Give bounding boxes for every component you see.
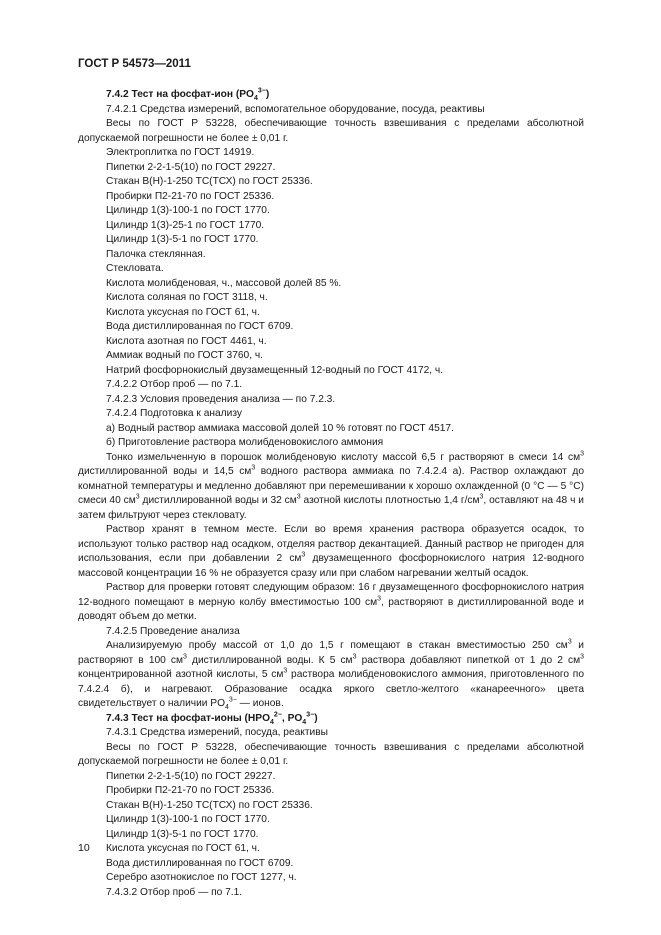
list-item: Серебро азотнокислое по ГОСТ 1277, ч.: [106, 872, 297, 883]
list-item: Цилиндр 1(3)-5-1 по ГОСТ 1770.: [106, 234, 259, 245]
list-item: Палочка стеклянная.: [106, 248, 206, 260]
scales-paragraph: Весы по ГОСТ Р 53228, обеспечивающие точность взвешивания с пределами абсолютной допускаемой погрешности не более ± 0,01 г.: [78, 741, 584, 767]
list-item: 7.4.2.4 Подготовка к анализу: [106, 408, 242, 419]
list-item: Пробирки П2-21-70 по ГОСТ 25336.: [106, 785, 275, 796]
section-7-4-2-title: 7.4.2 Тест на фосфат-ион $(PO_4^{3-})$: [106, 87, 270, 103]
list-item: б) Приготовление раствора молибденовокислого аммония: [106, 437, 384, 448]
subsection-7-4-2-5: 7.4.2.5 Проведение анализа: [106, 625, 240, 637]
list-item: Стекловата.: [106, 263, 164, 274]
list-item: Цилиндр 1(3)-25-1 по ГОСТ 1770.: [106, 219, 265, 231]
list-item: Цилиндр 1(3)-100-1 по ГОСТ 1770.: [106, 205, 270, 216]
list-item: Вода дистиллированная по ГОСТ 6709.: [106, 321, 294, 332]
list-item: Стакан В(Н)-1-250 ТС(ТСХ) по ГОСТ 25336.: [106, 799, 313, 811]
list-item: Цилиндр 1(3)-5-1 по ГОСТ 1770.: [106, 828, 259, 840]
list-item: Кислота азотная по ГОСТ 4461, ч.: [106, 335, 267, 347]
list-item: Натрий фосфорнокислый двузамещенный 12-водный по ГОСТ 4172, ч.: [106, 364, 444, 376]
list-item: 7.4.2.2 Отбор проб — по 7.1.: [106, 379, 243, 390]
list-item: Вода дистиллированная по ГОСТ 6709.: [106, 857, 294, 869]
list-item: 7.4.3.2 Отбор проб — по 7.1.: [106, 886, 243, 898]
list-item: Цилиндр 1(3)-100-1 по ГОСТ 1770.: [106, 814, 270, 825]
list-item: Кислота соляная по ГОСТ 3118, ч.: [106, 292, 268, 303]
list-item: Кислота молибденовая, ч., массовой долей 85 %.: [106, 277, 342, 289]
check-solution-paragraph: Раствор для проверки готовят следующим образом: 16 г двузамещенного фосфорнокислого натрия 12-водного помещают в мерную колбу вместимостью 100 $см^3$, растворяют в дистиллированной воде и доводят объем до метки.: [78, 582, 584, 622]
subsection-7-4-3-1: 7.4.3.1 Средства измерений, посуда, реактивы: [106, 727, 328, 738]
document-header: ГОСТ Р 54573—2011: [78, 58, 191, 70]
list-item: Стакан В(Н)-1-250 ТС(ТСХ) по ГОСТ 25336.: [106, 176, 313, 187]
subsection-7-4-2-1: 7.4.2.1 Средства измерений, вспомогательное оборудование, посуда, реактивы: [106, 103, 485, 115]
list-item: Аммиак водный по ГОСТ 3760, ч.: [106, 350, 264, 361]
storage-paragraph: Раствор хранят в темном месте. Если во время хранения раствора образуется осадок, то используют только раствор над осадком, отделяя раствор декантацией. Данный раствор не пригоден для использования, если при добавлении 2 $см^3$ двузамещенного фосфорнокислого натрия 12-водного массовой концентрации 16 % не образуется сразу или при слабом нагревании желтый осадок.: [78, 524, 584, 579]
list-item: Кислота уксусная по ГОСТ 61, ч.: [106, 843, 260, 854]
analysis-paragraph: Анализируемую пробу массой от 1,0 до 1,5 г помещают в стакан вместимостью 250 $см^3$ и растворяют в 100 $см^3$ дистиллированной воды. К 5 $см^3$ раствора добавляют пипеткой от 1 до 2 $см^3$ концентрированной азотной кислоты, 5 $см^3$ раствора молибденовокислого аммония, приготовленного по 7.4.2.4 б), и нагревают. Образование осадка яркого светло-желтого «канареечного» цвета свидетельствует о наличии $PO_4^{3-}$ — ионов.: [78, 638, 584, 712]
document-body: [78, 88, 584, 900]
list-item: 7.4.2.3 Условия проведения анализа — по 7.2.3.: [106, 393, 336, 405]
list-item: Кислота уксусная по ГОСТ 61, ч.: [106, 306, 260, 318]
list-item: Электроплитка по ГОСТ 14919.: [106, 147, 255, 158]
list-item: Пипетки 2-2-1-5(10) по ГОСТ 29227.: [106, 770, 276, 782]
scales-paragraph: Весы по ГОСТ Р 53228, обеспечивающие точность взвешивания с пределами абсолютной допускаемой погрешности не более ± 0,01 г.: [78, 118, 584, 144]
page-number: 10: [78, 842, 90, 854]
molybdate-paragraph: Тонко измельченную в порошок молибденовую кислоту массой 6,5 г растворяют в смеси 14 $см^3$ дистиллированной воды и 14,5 $см^3$ водного раствора аммиака по 7.4.2.4 а). Раствор охлаждают до комнатной температуры и медленно добавляют при перемешивании к хорошо охлажденной (0 °С — 5 °С) смеси 40 $см^3$ дистиллированной воды и 32 $см^3$ азотной кислоты плотностью 1,4 $г/см^3$, оставляют на 48 ч и затем фильтруют через стекловату.: [78, 450, 584, 521]
list-item: Пробирки П2-21-70 по ГОСТ 25336.: [106, 190, 275, 202]
list-item: Пипетки 2-2-1-5(10) по ГОСТ 29227.: [106, 161, 276, 173]
list-item: а) Водный раствор аммиака массовой долей 10 % готовят по ГОСТ 4517.: [106, 422, 454, 434]
section-7-4-3-title: 7.4.3 Тест на фосфат-ионы ($HPO_4^{2-}$, $PO_4^{3-}$): [106, 711, 318, 726]
